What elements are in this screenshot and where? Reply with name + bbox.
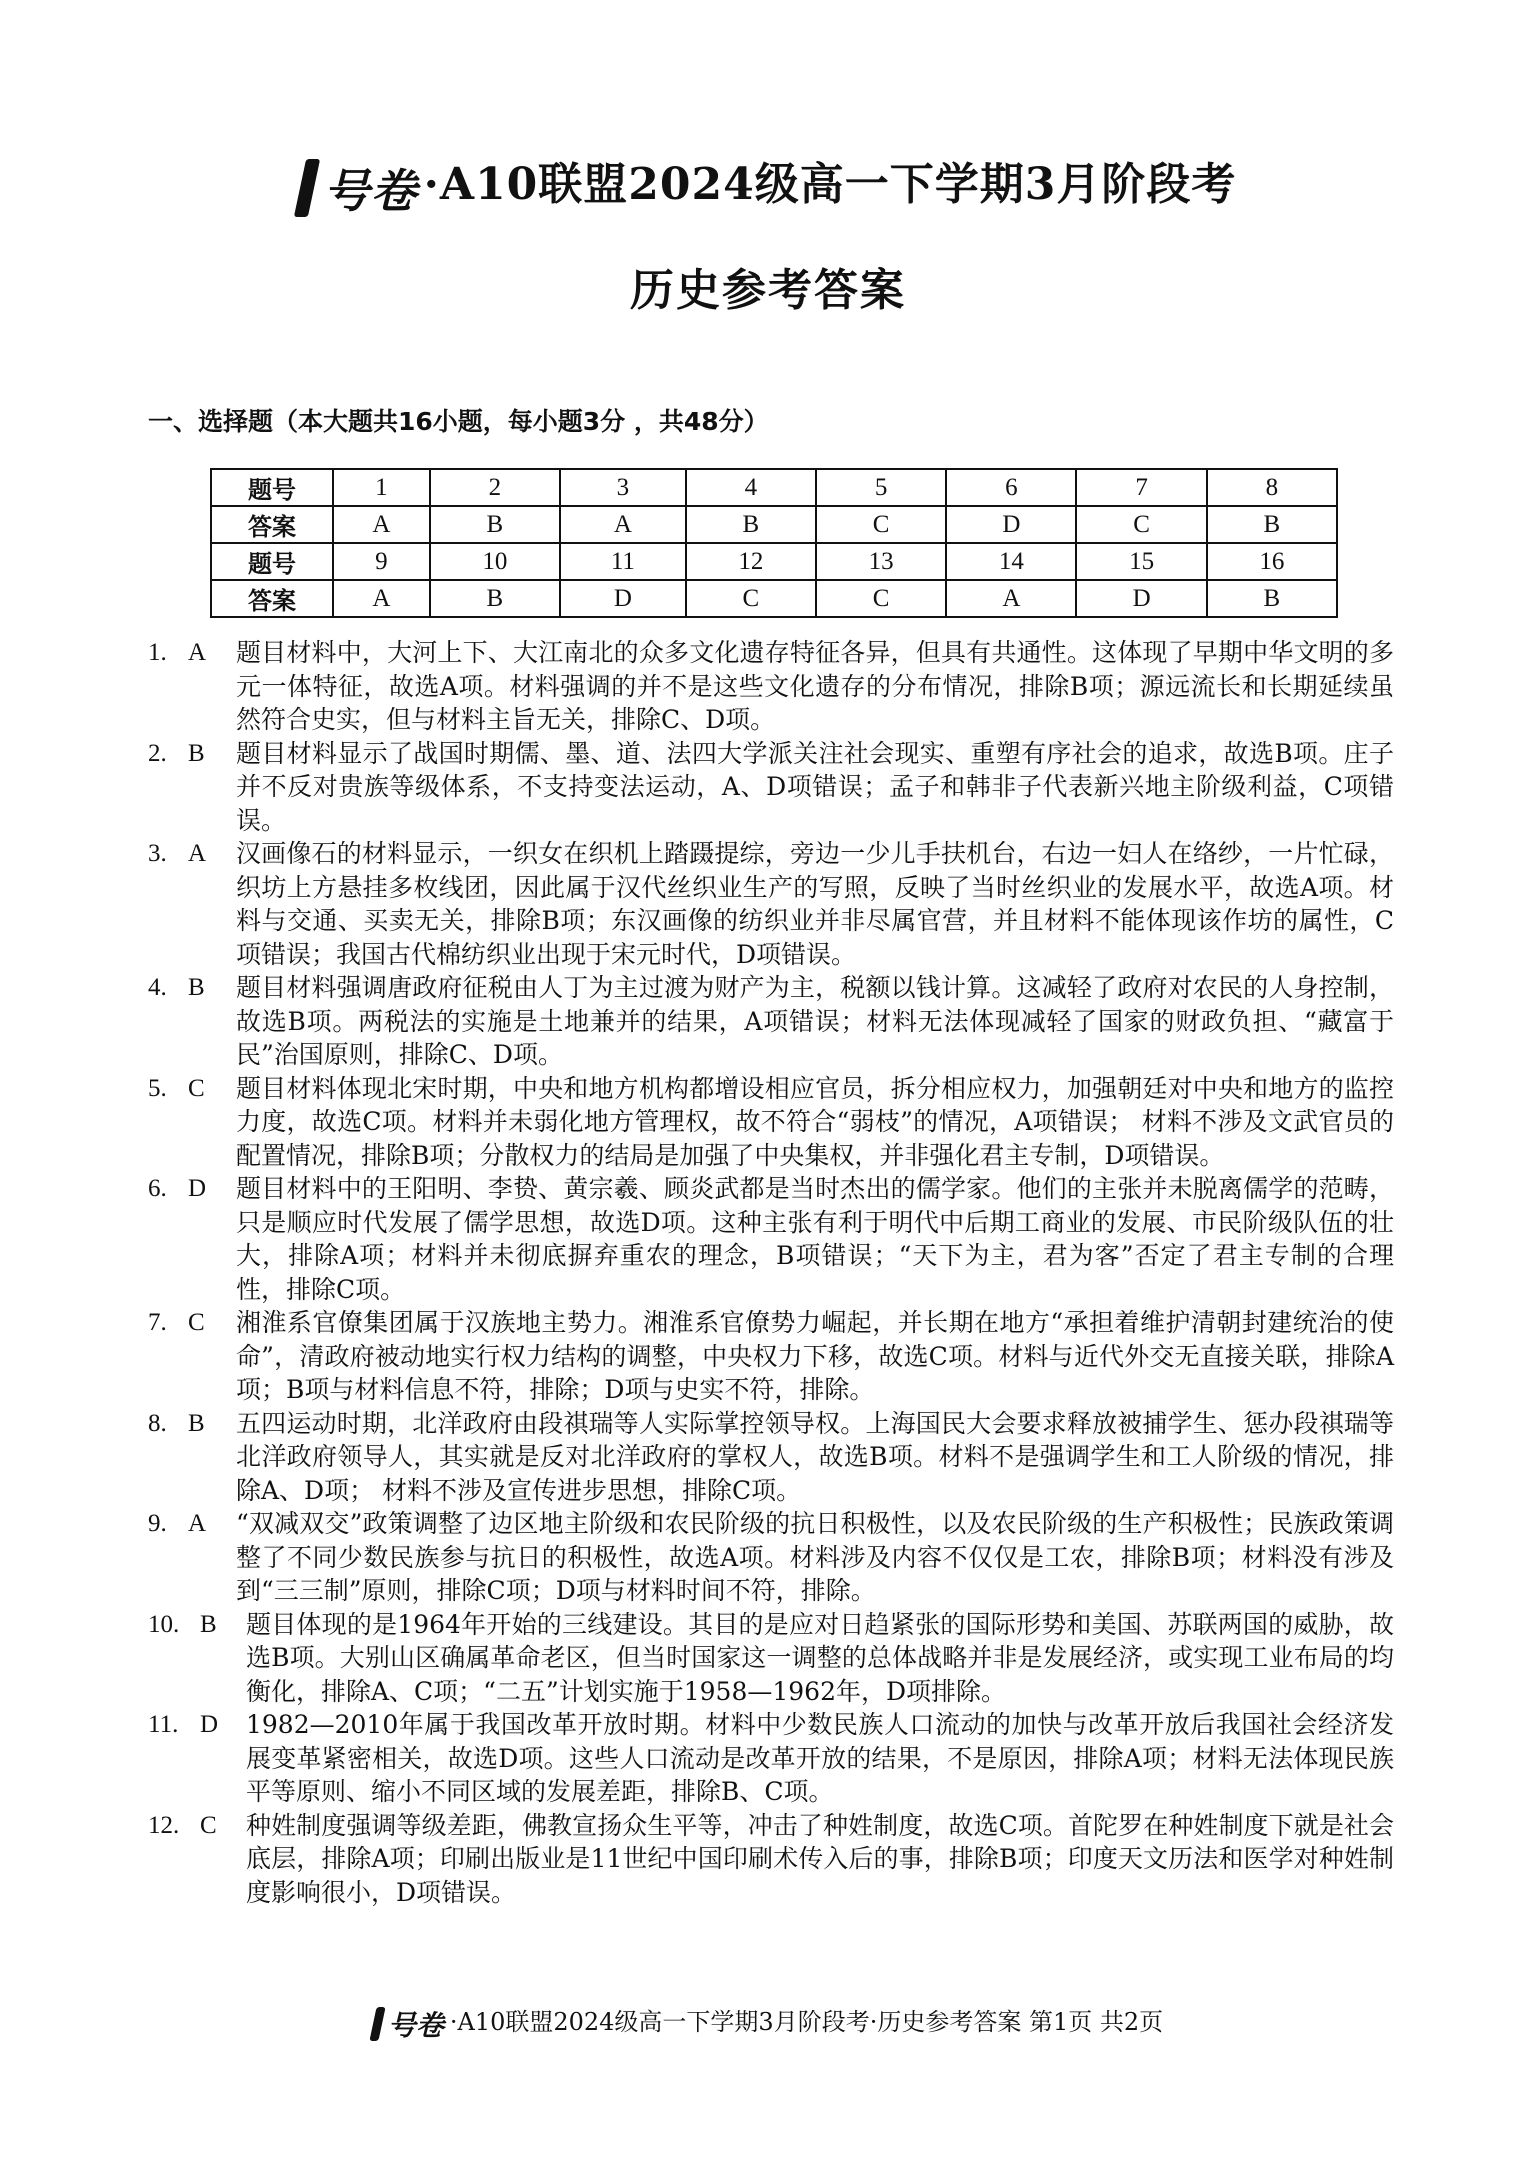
row-label: 答案 [211,580,333,617]
item-text: 题目材料体现北宋时期，中央和地方机构都增设相应官员，拆分相应权力，加强朝廷对中央和地方的监控力度，故选C项。材料并未弱化地方管理权，故不符合“弱枝”的情况，A项错误； 材料不涉及文武官员的配置情况，排除B项；分散权力的结局是加强了中央集权，并非强化君主专制，D项错误。 [236,1073,1394,1170]
answer-table-row [211,580,1337,617]
table-cell: C [816,506,946,543]
item-text: 1982—2010年属于我国改革开放时期。材料中少数民族人口流动的加快与改革开放后我国社会经济发展变革紧密相关，故选D项。这些人口流动是改革开放的结果，不是原因，排除A项；材料无法体现民族平等原则、缩小不同区域的发展差距，排除B、C项。 [246,1710,1394,1806]
brand-logo-text: 号卷 [323,163,418,218]
table-cell: A [333,580,430,617]
row-label: 题号 [211,469,333,506]
table-cell: 10 [430,543,560,580]
item-text: 题目材料显示了战国时期儒、墨、道、法四大学派关注社会现实、重塑有序社会的追求，故选B项。庄子并不反对贵族等级体系，不支持变法运动，A、D项错误；孟子和韩非子代表新兴地主阶级利益，C项错误。 [236,738,1394,835]
row-label: 题号 [211,543,333,580]
item-text: 题目材料中，大河上下、大江南北的众多文化遗存特征各异，但具有共通性。这体现了早期中华文明的多元一体特征，故选A项。材料强调的并不是这些文化遗存的分布情况，排除B项；源远流长和长期延续虽然符合史实，但与材料主旨无关，排除C、D项。 [236,638,1394,734]
item-answer: C [188,1309,205,1336]
item-number: 1. [148,639,167,666]
explanation-item [148,1507,1394,1608]
table-cell: 8 [1207,469,1337,506]
document-subtitle: 历史参考答案 [630,265,906,316]
document-title: ·A10联盟2024级高一下学期3月阶段考 [423,159,1237,210]
item-number: 6. [148,1175,167,1202]
table-cell: C [816,580,946,617]
item-number: 4. [148,974,167,1001]
footer-logo-text: 号卷 [387,2008,444,2042]
item-answer: B [188,739,205,767]
item-text: “双减双交”政策调整了边区地主阶级和农民阶级的抗日积极性，以及农民阶级的生产积极性；民族政策调整了不同少数民族参与抗日的积极性，故选A项。材料涉及内容不仅仅是工农，排除B项；材料没有涉及到“三三制”原则，排除C项；D项与材料时间不符，排除。 [236,1509,1394,1605]
table-cell: B [1207,506,1337,543]
table-cell: D [946,506,1076,543]
item-text: 题目材料强调唐政府征税由人丁为主过渡为财产为主，税额以钱计算。这减轻了政府对农民的人身控制，故选B项。两税法的实施是土地兼并的结果，A项错误；材料无法体现减轻了国家的财政负担、“藏富于民”治国原则，排除C、D项。 [236,973,1394,1069]
item-text: 湘淮系官僚集团属于汉族地主势力。湘淮系官僚势力崛起，并长期在地方“承担着维护清朝封建统治的使命”，清政府被动地实行权力结构的调整，中央权力下移，故选C项。材料与近代外交无直接关联，排除A项；B项与材料信息不符，排除；D项与史实不符，排除。 [236,1308,1394,1404]
table-cell: A [560,506,686,543]
item-text: 题目体现的是1964年开始的三线建设。其目的是应对日趋紧张的国际形势和美国、苏联两国的威胁，故选B项。大别山区确属革命老区，但当时国家这一调整的总体战略并非是发展经济，或实现工业布局的均衡化，排除A、C项；“二五”计划实施于1958—1962年，D项排除。 [246,1609,1394,1706]
table-cell: 6 [946,469,1076,506]
item-answer: B [188,974,205,1001]
explanation-item [148,1172,1394,1306]
table-cell: 7 [1076,469,1206,506]
table-cell: 5 [816,469,946,506]
explanation-item [148,737,1394,838]
footer-text: ·A10联盟2024级高一下学期3月阶段考·历史参考答案 第1页 共2页 [449,2008,1164,2036]
table-cell: 14 [946,543,1076,580]
item-number: 11. [148,1711,179,1738]
answer-table-row [211,506,1337,543]
explanation-item [148,1306,1394,1407]
table-cell: 4 [686,469,816,506]
table-cell: B [430,580,560,617]
table-cell: 2 [430,469,560,506]
answer-table [210,468,1338,618]
item-number: 7. [148,1309,167,1336]
explanation-item [148,1608,1394,1709]
answer-table-row [211,469,1337,506]
item-answer: C [188,1074,205,1102]
explanation-item [148,1708,1394,1809]
explanation-item [148,1407,1394,1508]
item-answer: D [188,1175,207,1202]
section-title: 一、选择题（本大题共16小题，每小题3分 ，共48分） [148,407,769,436]
item-text: 题目材料中的王阳明、李贽、黄宗羲、顾炎武都是当时杰出的儒学家。他们的主张并未脱离儒学的范畴，只是顺应时代发展了儒学思想，故选D项。这种主张有利于明代中后期工商业的发展、市民阶级队伍的壮大，排除A项；材料并未彻底摒弃重农的理念，B项错误；“天下为主，君为客”否定了君主专制的合理性，排除C项。 [236,1174,1394,1304]
item-number: 5. [148,1074,167,1102]
table-cell: 12 [686,543,816,580]
item-number: 2. [148,739,167,767]
explanation-item [148,636,1394,737]
table-cell: 16 [1207,543,1337,580]
item-answer: C [200,1811,217,1839]
table-cell: B [686,506,816,543]
page-footer [0,2002,1536,2044]
table-cell: B [430,506,560,543]
explanation-item [148,1072,1394,1173]
table-cell: 15 [1076,543,1206,580]
item-answer: A [188,1510,207,1537]
brand-logo-mark-icon [369,2007,385,2041]
item-answer: B [200,1610,217,1638]
document-header [0,148,1536,221]
item-number: 12. [148,1811,180,1839]
item-answer: A [188,840,207,867]
explanation-item [148,971,1394,1072]
explanation-item [148,837,1394,971]
item-text: 种姓制度强调等级差距，佛教宣扬众生平等，冲击了种姓制度，故选C项。首陀罗在种姓制度下就是社会底层，排除A项；印刷出版业是11世纪中国印刷术传入后的事，排除B项；印度天文历法和医学对种姓制度影响很小，D项错误。 [246,1810,1394,1907]
table-cell: D [1076,580,1206,617]
table-cell: 13 [816,543,946,580]
item-text: 五四运动时期，北洋政府由段祺瑞等人实际掌控领导权。上海国民大会要求释放被捕学生、惩办段祺瑞等北洋政府领导人，其实就是反对北洋政府的掌权人，故选B项。材料不是强调学生和工人阶级的情况，排除A、D项； 材料不涉及宣传进步思想，排除C项。 [236,1408,1394,1505]
table-cell: B [1207,580,1337,617]
table-cell: 11 [560,543,686,580]
table-cell: 1 [333,469,430,506]
item-answer: B [188,1409,205,1437]
item-answer: A [188,639,207,666]
table-cell: C [1076,506,1206,543]
item-text: 汉画像石的材料显示，一织女在织机上踏蹑提综，旁边一少儿手扶机台，右边一妇人在络纱，一片忙碌，织坊上方悬挂多枚线团，因此属于汉代丝织业生产的写照，反映了当时丝织业的发展水平，故选A项。材料与交通、买卖无关，排除B项；东汉画像的纺织业并非尽属官营，并且材料不能体现该作坊的属性，C项错误；我国古代棉纺织业出现于宋元时代，D项错误。 [236,839,1394,969]
explanation-item [148,1809,1394,1910]
item-number: 3. [148,840,167,867]
table-cell: A [946,580,1076,617]
table-cell: C [686,580,816,617]
item-answer: D [200,1711,219,1738]
table-cell: A [333,506,430,543]
explanation-list [148,636,1394,1909]
item-number: 10. [148,1610,180,1638]
row-label: 答案 [211,506,333,543]
item-number: 9. [148,1510,167,1537]
table-cell: 3 [560,469,686,506]
answer-table-row [211,543,1337,580]
brand-logo-mark-icon [293,159,319,217]
item-number: 8. [148,1409,167,1437]
table-cell: 9 [333,543,430,580]
table-cell: D [560,580,686,617]
